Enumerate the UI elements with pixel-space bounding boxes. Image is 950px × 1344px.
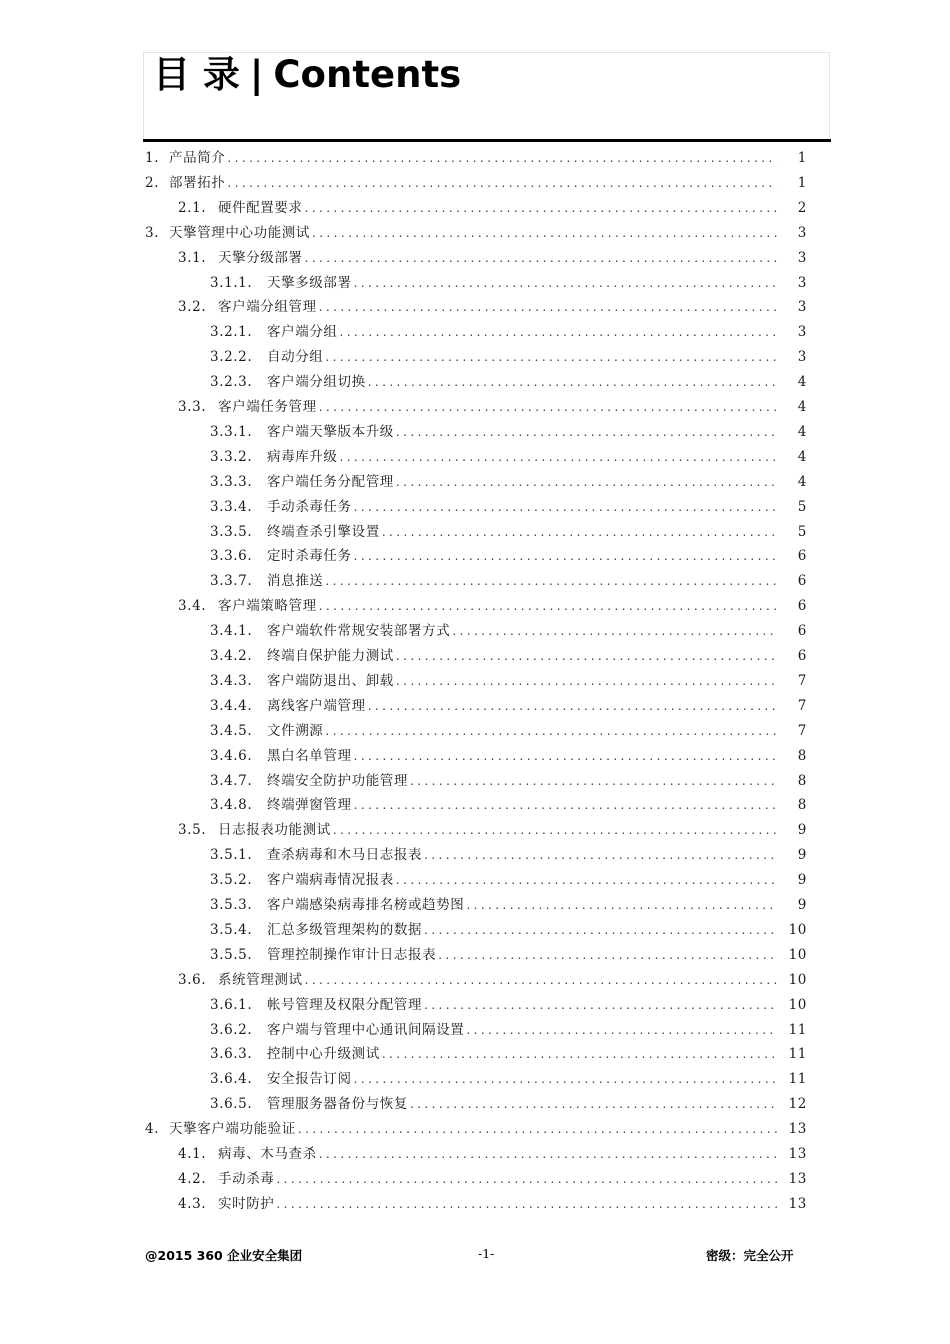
toc-leader-dots (354, 544, 777, 569)
toc-entry-page: 4 (797, 423, 807, 440)
toc-entry-page: 8 (797, 772, 807, 789)
toc-entry-number: 3.5.2. (210, 872, 253, 889)
toc-leader-dots (424, 918, 777, 943)
toc-entry-number: 3.3.3. (210, 473, 253, 490)
toc-leader-dots (466, 1018, 777, 1043)
toc-entry[interactable] (178, 1167, 807, 1192)
toc-entry-label: 客户端天擎版本升级 (267, 423, 394, 440)
toc-leader-dots (319, 1142, 777, 1167)
toc-entry-page: 4 (797, 374, 807, 391)
toc-leader-dots (466, 893, 777, 918)
toc-leader-dots (410, 1092, 777, 1117)
toc-entry[interactable] (178, 196, 807, 221)
toc-entry-label: 汇总多级管理架构的数据 (267, 921, 423, 938)
toc-entry-number: 3.6. (178, 971, 207, 988)
toc-leader-dots (396, 470, 777, 495)
toc-entry-label: 客户端病毒情况报表 (267, 872, 394, 889)
toc-entry-number: 3.2.1. (210, 324, 253, 341)
toc-entry-page: 2 (797, 199, 807, 216)
toc-entry-number: 3.5.3. (210, 897, 253, 913)
toc-entry-number: 3. (145, 224, 160, 241)
toc-entry-number: 3.6.1. (210, 996, 253, 1013)
toc-entry[interactable] (210, 793, 807, 818)
toc-leader-dots (424, 843, 777, 868)
toc-entry-label: 查杀病毒和木马日志报表 (267, 847, 423, 864)
toc-entry-page: 9 (797, 822, 807, 839)
toc-entry[interactable] (210, 694, 807, 719)
toc-entry[interactable] (178, 295, 807, 320)
toc-entry[interactable] (145, 171, 807, 196)
toc-entry-number: 3.3.6. (210, 548, 253, 565)
toc-entry-number: 3.4. (178, 598, 207, 615)
toc-entry-page: 8 (797, 797, 807, 814)
toc-entry-number: 3.4.4. (210, 697, 253, 714)
toc-entry-label: 产品简介 (169, 150, 226, 166)
toc-entry-label: 消息推送 (267, 573, 324, 590)
title-separator: | (249, 53, 264, 96)
toc-entry-number: 3.5.5. (210, 946, 253, 963)
toc-entry[interactable] (210, 868, 807, 893)
toc-entry-label: 手动杀毒 (218, 1170, 275, 1187)
toc-entry[interactable] (210, 470, 807, 495)
toc-entry-number: 2. (145, 174, 160, 191)
toc-entry-number: 3.4.7. (210, 772, 253, 789)
toc-entry-number: 3.4.1. (210, 623, 253, 640)
toc-entry-label: 客户端分组切换 (267, 374, 366, 391)
toc-entry-page: 11 (788, 1046, 807, 1063)
toc-entry-label: 终端安全防护功能管理 (267, 772, 408, 789)
toc-entry-number: 3.5.4. (210, 921, 253, 938)
toc-leader-dots (368, 370, 777, 395)
toc-leader-dots (396, 644, 777, 669)
toc-leader-dots (305, 968, 777, 993)
toc-entry[interactable] (210, 345, 807, 370)
toc-leader-dots (382, 520, 777, 545)
toc-entry-label: 终端弹窗管理 (267, 797, 352, 814)
toc-entry[interactable] (178, 968, 807, 993)
toc-entry-page: 7 (797, 672, 807, 689)
toc-entry-label: 日志报表功能测试 (218, 822, 331, 839)
toc-entry-page: 3 (797, 224, 807, 241)
toc-entry-page: 13 (788, 1146, 807, 1162)
toc-entry-page: 3 (797, 249, 807, 266)
toc-entry-label: 管理服务器备份与恢复 (267, 1096, 408, 1113)
toc-entry-number: 3.6.3. (210, 1046, 253, 1063)
toc-entry-page: 12 (788, 1096, 807, 1113)
toc-entry-number: 3.4.5. (210, 722, 253, 739)
toc-entry-page: 1 (797, 150, 807, 166)
toc-entry-page: 6 (797, 598, 807, 615)
toc-entry[interactable] (210, 370, 807, 395)
toc-entry[interactable] (210, 271, 807, 296)
toc-entry-page: 7 (797, 722, 807, 739)
toc-entry-label: 天擎管理中心功能测试 (169, 224, 310, 241)
toc-entry-label: 客户端任务管理 (218, 399, 317, 415)
toc-entry[interactable] (145, 146, 807, 171)
toc-entry-page: 11 (788, 1021, 807, 1038)
toc-entry-page: 7 (797, 697, 807, 714)
toc-leader-dots (312, 221, 777, 246)
toc-entry-number: 3.2.3. (210, 374, 253, 391)
toc-entry-label: 终端自保护能力测试 (267, 648, 394, 664)
footer-security-level: 密级：完全公开 (706, 1248, 794, 1263)
toc-entry-page: 13 (788, 1195, 807, 1212)
toc-entry-page: 10 (788, 946, 807, 963)
toc-leader-dots (227, 171, 777, 196)
footer-page-number: -1- (478, 1246, 495, 1261)
toc-leader-dots (340, 320, 778, 345)
toc-entry-label: 天擎分级部署 (218, 249, 303, 266)
toc-leader-dots (354, 1067, 777, 1092)
toc-leader-dots (382, 1042, 777, 1067)
toc-entry-page: 3 (797, 299, 807, 316)
toc-leader-dots (298, 1117, 777, 1142)
toc-entry-page: 11 (788, 1071, 807, 1088)
title-cn: 目 录 (153, 53, 240, 96)
toc-leader-dots (305, 246, 777, 271)
toc-entry-number: 1. (145, 150, 160, 166)
toc-entry[interactable] (178, 1192, 807, 1217)
toc-entry[interactable] (210, 520, 807, 545)
toc-entry[interactable] (210, 644, 807, 669)
toc-entry-label: 天擎多级部署 (267, 274, 352, 291)
toc-entry-label: 客户端策略管理 (218, 598, 317, 615)
toc-entry[interactable] (210, 1067, 807, 1092)
toc-entry-number: 3.3.2. (210, 448, 253, 465)
toc-entry-number: 3.1. (178, 249, 207, 266)
toc-entry-label: 控制中心升级测试 (267, 1046, 380, 1063)
toc-entry[interactable] (210, 569, 807, 594)
toc-leader-dots (325, 569, 777, 594)
toc-entry-label: 离线客户端管理 (267, 697, 366, 714)
toc-entry-number: 3.4.6. (210, 747, 253, 764)
toc-entry-label: 定时杀毒任务 (267, 548, 352, 565)
toc-leader-dots (396, 420, 777, 445)
toc-entry-number: 3.1.1. (210, 274, 253, 291)
toc-entry-label: 自动分组 (267, 349, 324, 366)
toc-entry-number: 2.1. (178, 199, 207, 216)
toc-entry-number: 3.6.4. (210, 1071, 253, 1088)
toc-entry-page: 6 (797, 648, 807, 664)
toc-entry-page: 6 (797, 573, 807, 590)
toc-entry-page: 3 (797, 349, 807, 366)
toc-entry-page: 9 (797, 847, 807, 864)
toc-entry-label: 安全报告订阅 (267, 1071, 352, 1088)
toc-entry-page: 9 (797, 872, 807, 889)
toc-entry-label: 客户端分组管理 (218, 299, 317, 316)
toc-entry[interactable] (210, 544, 807, 569)
toc-entry-label: 帐号管理及权限分配管理 (267, 996, 423, 1013)
header-rule (143, 139, 831, 142)
toc-entry[interactable] (210, 619, 807, 644)
toc-leader-dots (227, 146, 777, 171)
toc-entry-label: 客户端任务分配管理 (267, 473, 394, 490)
toc-entry-page: 13 (788, 1170, 807, 1187)
toc-entry[interactable] (210, 769, 807, 794)
toc-entry-page: 10 (788, 996, 807, 1013)
toc-leader-dots (340, 445, 778, 470)
toc-leader-dots (452, 619, 777, 644)
toc-entry[interactable] (178, 1142, 807, 1167)
toc-entry-label: 病毒、木马查杀 (218, 1146, 317, 1162)
toc-leader-dots (396, 868, 777, 893)
toc-leader-dots (354, 271, 777, 296)
toc-entry-label: 系统管理测试 (218, 971, 303, 988)
toc-entry-label: 病毒库升级 (267, 448, 338, 465)
toc-entry-page: 4 (797, 448, 807, 465)
toc-entry-number: 3.6.2. (210, 1021, 253, 1038)
toc-leader-dots (396, 669, 777, 694)
toc-entry-number: 3.3.1. (210, 423, 253, 440)
toc-entry-label: 文件溯源 (267, 722, 324, 739)
toc-leader-dots (319, 594, 777, 619)
toc-entry-page: 3 (797, 324, 807, 341)
toc-entry-number: 3.6.5. (210, 1096, 253, 1113)
toc-entry[interactable] (210, 495, 807, 520)
toc-entry-label: 管理控制操作审计日志报表 (267, 946, 437, 963)
toc-entry-page: 6 (797, 623, 807, 640)
toc-entry-page: 1 (797, 174, 807, 191)
toc-entry-page: 4 (797, 399, 807, 415)
toc-entry[interactable] (210, 893, 807, 918)
toc-entry[interactable] (210, 744, 807, 769)
toc-entry[interactable] (210, 993, 807, 1018)
toc-entry-page: 9 (797, 897, 807, 913)
toc-entry-page: 8 (797, 747, 807, 764)
toc-entry-number: 3.4.2. (210, 648, 253, 664)
toc-entry-number: 4.1. (178, 1146, 207, 1162)
toc-entry-label: 客户端防退出、卸载 (267, 672, 394, 689)
toc-entry[interactable] (210, 445, 807, 470)
toc-entry[interactable] (210, 918, 807, 943)
page-title (153, 44, 461, 98)
toc-entry[interactable] (210, 843, 807, 868)
toc-leader-dots (410, 769, 777, 794)
toc-leader-dots (319, 395, 777, 420)
title-en: Contents (273, 53, 462, 96)
toc-entry-label: 硬件配置要求 (218, 199, 303, 216)
toc-entry-number: 3.3.7. (210, 573, 253, 590)
toc-leader-dots (333, 818, 777, 843)
toc-entry-page: 4 (797, 473, 807, 490)
toc-entry[interactable] (145, 1117, 807, 1142)
toc-entry-label: 客户端与管理中心通讯间隔设置 (267, 1021, 465, 1038)
toc-entry[interactable] (210, 719, 807, 744)
toc-entry-number: 3.4.3. (210, 672, 253, 689)
toc-entry-page: 6 (797, 548, 807, 565)
toc-entry-page: 10 (788, 921, 807, 938)
toc-entry[interactable] (145, 221, 807, 246)
toc-entry-page: 5 (797, 498, 807, 515)
toc-entry-label: 实时防护 (218, 1195, 275, 1212)
toc-leader-dots (276, 1192, 777, 1217)
toc-entry-label: 部署拓扑 (169, 174, 226, 191)
toc-entry[interactable] (178, 246, 807, 271)
toc-leader-dots (424, 993, 777, 1018)
toc-entry-page: 13 (788, 1121, 807, 1138)
toc-leader-dots (325, 719, 777, 744)
toc-entry[interactable] (210, 1018, 807, 1043)
toc-entry[interactable] (210, 420, 807, 445)
toc-leader-dots (305, 196, 777, 221)
toc-entry-page: 10 (788, 971, 807, 988)
toc-entry[interactable] (210, 320, 807, 345)
toc-leader-dots (354, 744, 777, 769)
toc-entry[interactable] (210, 1092, 807, 1117)
toc-entry-number: 4. (145, 1121, 160, 1138)
toc-entry-number: 4.2. (178, 1170, 207, 1187)
toc-entry-label: 手动杀毒任务 (267, 498, 352, 515)
toc-entry-number: 3.2.2. (210, 349, 253, 366)
toc-entry-number: 3.5. (178, 822, 207, 839)
toc-entry[interactable] (178, 395, 807, 420)
toc-leader-dots (319, 295, 777, 320)
toc-entry-label: 客户端分组 (267, 324, 338, 341)
toc-entry-number: 3.3.5. (210, 523, 253, 540)
toc-entry-number: 3.5.1. (210, 847, 253, 864)
toc-entry-number: 3.4.8. (210, 797, 253, 814)
footer-copyright: @2015 360 企业安全集团 (145, 1248, 303, 1263)
toc-leader-dots (354, 793, 777, 818)
toc-entry-label: 天擎客户端功能验证 (169, 1121, 296, 1138)
toc-leader-dots (325, 345, 777, 370)
toc-entry-page: 3 (797, 274, 807, 291)
toc-entry[interactable] (178, 594, 807, 619)
toc-entry[interactable] (210, 1042, 807, 1067)
toc-entry-label: 终端查杀引擎设置 (267, 523, 380, 540)
toc-entry[interactable] (178, 818, 807, 843)
toc-entry-number: 3.3. (178, 399, 207, 415)
toc-entry-label: 客户端感染病毒排名榜或趋势图 (267, 897, 465, 913)
toc-entry-number: 3.2. (178, 299, 207, 316)
toc-entry-number: 3.3.4. (210, 498, 253, 515)
toc-entry[interactable] (210, 669, 807, 694)
toc-leader-dots (354, 495, 777, 520)
toc-entry-number: 4.3. (178, 1195, 207, 1212)
toc-entry-label: 客户端软件常规安装部署方式 (267, 623, 451, 640)
toc-leader-dots (276, 1167, 777, 1192)
toc-leader-dots (438, 943, 777, 968)
toc-entry-page: 5 (797, 523, 807, 540)
toc-entry-label: 黑白名单管理 (267, 747, 352, 764)
toc-leader-dots (368, 694, 777, 719)
toc-entry[interactable] (210, 943, 807, 968)
